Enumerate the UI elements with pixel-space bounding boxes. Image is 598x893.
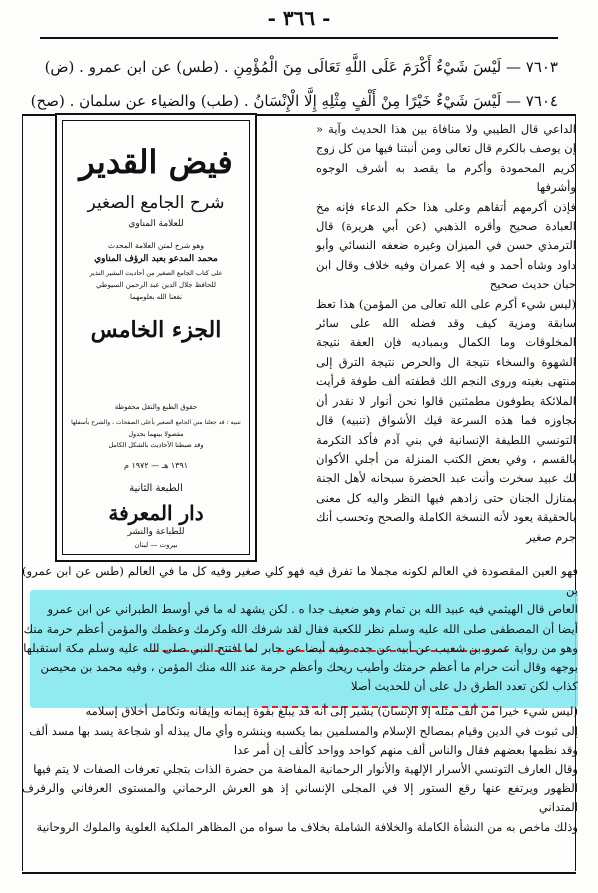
text-line: (ليس شيء خيرا من ألف مثله إلا الإنسان) يشير إلى أنه قد يبلغ بقوة إيمانه وإيقانه وتكامل أخلاق إسلامه — [85, 704, 578, 719]
hadith-line-7603: ٧٦٠٣ — لَيْسَ شَيْءٌ أَكْرَمَ عَلَى اللَّهِ تَعَالَى مِنَ الْمُؤْمِنِ . (طس) عن ابن عمرو . (ض) — [44, 58, 558, 76]
text-line: وقال العارف التونسي الأسرار الإلهية والأنوار الرحمانية المفاضة من حضرة الذات بتجلي تعرفات الصفات لا يتم فيها — [33, 762, 578, 777]
cover-publisher-sub: للطباعة والنشر — [127, 527, 185, 537]
cover-note: تنبيه : قد جعلنا متن الجامع الصغير بأعلى الصفحات ، والشرح بأسفلها — [71, 419, 241, 426]
bottom-rule — [22, 872, 576, 874]
hadith-line-7604: ٧٦٠٤ — لَيْسَ شَيْءٌ خَيْرًا مِنْ أَلْفٍ مِثْلِهِ إِلَّا الْإِنْسَانُ . (طب) والضياء عن سلمان . (صح) — [30, 92, 558, 110]
text-line: وذلك ماخص به من النشأة الكاملة والخلافة الشاملة بخلاف ما سواه من المظاهر الملكية العلوية والملوك الروحانية — [36, 819, 578, 834]
cover-author-line: للعلامة المناوي — [128, 219, 184, 229]
cover-note: وقد ضبطنا الأحاديث بالشكل الكامل — [108, 441, 204, 449]
text-line: أيضا أن المصطفى صلى الله عليه وسلم نظر للكعبة فقال لقد شرفك الله وكرمك وعظمك والمؤمن أعظم حرمة منك — [23, 621, 578, 636]
cover-note: مفصولا بينهما بجدول — [128, 430, 184, 438]
text-line: بوجهه وقال أنت حرام ما أعظم حرمتك وأطيب ريحك وأعظم حرمة عند الله منك المؤمن ، وفيه محمد بن محيصن — [40, 660, 578, 675]
page-number: - ٣٦٦ - — [267, 6, 331, 30]
cover-city: بيروت — لبنان — [134, 541, 178, 549]
cover-desc: محمد المدعو بعبد الرؤف المناوي — [94, 254, 218, 264]
cover-title: فيض القدير — [79, 143, 233, 181]
cover-desc: للحافظ جلال الدين عبد الرحمن السيوطي — [96, 281, 216, 289]
cover-year: ١٣٩١ هـ — ١٩٧٢ م — [123, 461, 189, 470]
text-line: فهو العين المقصودة في العالم لكونه مجملا ما تفرق فيه فهو كلي صغير وفيه كل ما في العالم (طس عن ابن عمرو) بن — [22, 564, 578, 598]
commentary-paragraph: (ليس شيء أكرم على الله تعالى من المؤمن) هذا تعظ سابقة ومزية كيف وقد فضله الله على سائر المخلوقات وما الكمال وبمباديه فإن العفة نتيجة الشهوة والسخاء نتيجة ال والحرص نتيجة الترق إلى منتهى بغيته وروى النجم الك قطفته ألف طوفة قرأيت الملائكة يطوفون مطمئنين قالوا نحن أنوار لا نقدر أن نجاوزه فما هذه السرعة قيك الأشواق (تنبيه) قال التونسي اللطيفة الإنسانية في بني آدم فأكد التكرمة بالقسم ، وفي بعض الكتب المنزلة من أجلي الأكوان لك عبيد سخرت وأنت عبد الحضرة سبحانه لأهل الجنة بمنازل الجنان حتى زادهم فيها النظر واليه كل معنى بالحقيقة يعود لأنه النسخة الكاملة والصحح وتحسب أنك جرم صغير — [316, 296, 576, 544]
cover-note: حقوق الطبع والنقل محفوظة — [114, 403, 198, 411]
right-commentary-column — [316, 120, 576, 560]
cover-edition: الطبعة الثانية — [129, 483, 183, 494]
text-line: العاص قال الهيثمي فيه عبيد الله بن تمام وهو ضعيف جدا ه . لكن يشهد له ما في أوسط الطبراني عن ابن عمرو — [47, 602, 578, 617]
cover-desc: وهو شرح لمتن العلامة المحدث — [108, 241, 204, 250]
cover-desc: نفعنا الله بعلومهما — [129, 293, 183, 301]
text-line: وقد نظمها بعضهم فقال والناس ألف منهم كواحد وواحد كألف إن أمر عدا — [233, 742, 578, 757]
commentary-paragraph: فإذن أكرمهم أتقاهم وعلى هذا حكم الدعاء فإنه مخ العبادة صحيح وأقره الذهبي (عن أبي هريرة) قال الترمذي حسن في الميزان وغيره ضعفه النسائي وأبو داود وشاه أحمد و فيه إلا عمران وفيه خلاف وقال ابن حبان حديث صحيح — [316, 199, 576, 292]
text-line: إلى ثبوت في الدين وقيام بمصالح الإسلام والمسلمين بما يكسبه وينشره وأي مال يبذله أو شجاعة يسد بها مسد ألف — [29, 723, 578, 738]
top-rule — [40, 37, 558, 39]
text-line: وهو من رواية عمرو بن شعيب عن أبيه عن جده وفيه أيضا عن جابر لما افتتح النبي صلى الله عليه وسلم مكة استقبلها — [23, 640, 578, 655]
cover-volume: الجزء الخامس — [90, 317, 222, 343]
commentary-paragraph: الداعي قال الطيبي ولا منافاة بين هذا الحديث وآية « إن يوصف بالكرم قال تعالى ومن أنبتنا فيها من كل زوج كريم المحمودة وأكرم ما يقصد به أشرف الوجوه وأشرفها — [315, 122, 576, 195]
cover-publisher: دار المعرفة — [108, 501, 204, 525]
cover-subtitle: شرح الجامع الصغير — [87, 193, 225, 213]
book-cover-image — [55, 113, 257, 562]
text-line: الظهور ويرتفع عنها رقع الستور إلا في المجلى الإنساني إذ هو العرش الرحماني والمستوى العرفاني والرفرف المتداني — [22, 781, 578, 815]
text-line: كذاب لكن تعدد الطرق دل على أن للحديث أصلا — [351, 679, 578, 694]
lower-commentary — [22, 562, 578, 837]
cover-desc: على كتاب الجامع الصغير من أحاديث البشير النذير — [89, 269, 223, 277]
